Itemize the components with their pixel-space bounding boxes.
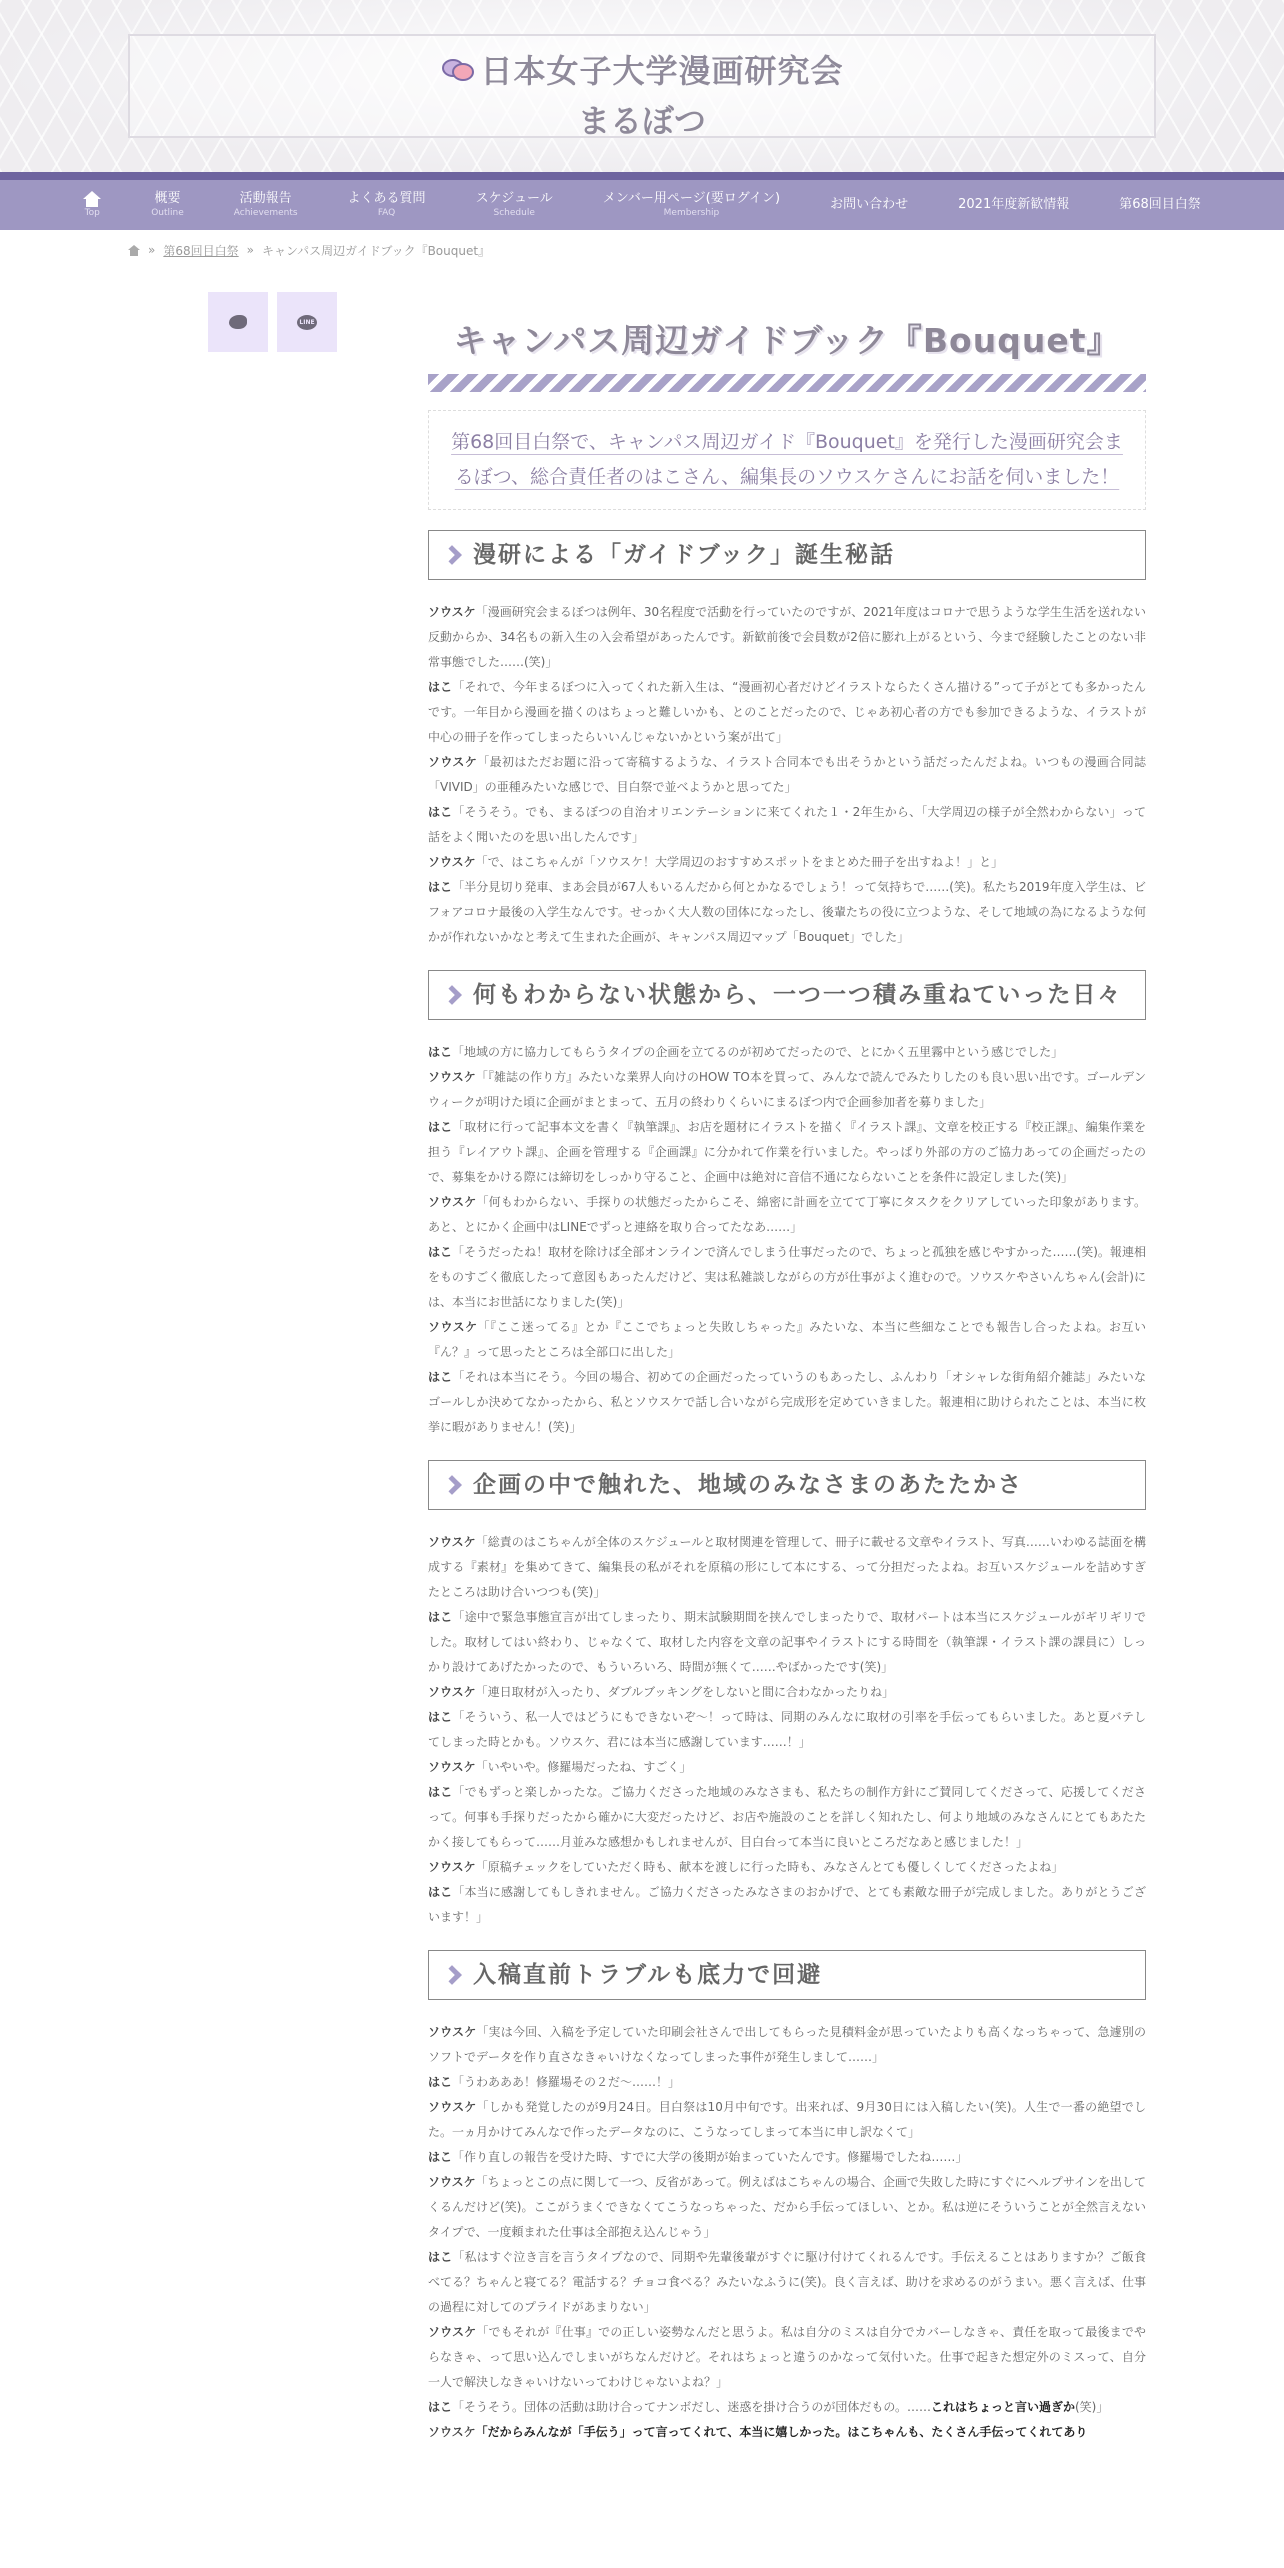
speech-text-tail: (笑)」 bbox=[1074, 2400, 1109, 2414]
speech-text: 「総責のはこちゃんが全体のスケジュールと取材関連を管理して、冊子に載せる文章やイラスト、写真……いわゆる誌面を構成する『素材』を集めてきて、編集長の私がそれを原稿の形にして本にする、って分担だったよね。お互いスケジュールを詰めすぎたところは助け合いつつも(笑)」 bbox=[428, 1535, 1147, 1599]
speech-text: 「だからみんなが「手伝う」って言ってくれて、本当に嬉しかった。はこちゃんも、たくさん手伝ってくれてあり bbox=[475, 2425, 1088, 2439]
speech-text: 「私はすぐ泣き言を言うタイプなので、同期や先輩後輩がすぐに駆け付けてくれるんです。手伝えることはありますか？ご飯食べてる？ちゃんと寝てる？電話する？チョコ食べる？みたいなふうに(笑)。良く言えば、助けを求めるのがうまい。悪く言えば、仕事の過程に対してのプライドがあまりない」 bbox=[428, 2250, 1146, 2314]
nav-item-shinkan-2021[interactable] bbox=[933, 180, 1094, 230]
page-title: キャンパス周辺ガイドブック『Bouquet』 bbox=[453, 321, 1121, 360]
site-title-line1: 日本女子大学漫画研究会 bbox=[480, 52, 844, 90]
speaker-name: ソウスケ bbox=[428, 1760, 476, 1774]
nav-item-top[interactable] bbox=[58, 180, 126, 230]
speech-text: 「うわあああ！修羅場その２だ～……！」 bbox=[452, 2075, 681, 2089]
nav-item-faq[interactable] bbox=[323, 180, 451, 230]
nav-label: 第68回目白祭 bbox=[1119, 197, 1201, 212]
speech-text: 「何もわからない、手探りの状態だったからこそ、綿密に計画を立てて丁寧にタスクをクリアしていった印象があります。あと、とにかく企画中はLINEでずっと連絡を取り合ってたなあ……」 bbox=[428, 1195, 1146, 1234]
interview-paragraph bbox=[428, 1115, 1146, 1190]
breadcrumb-separator: » bbox=[246, 243, 254, 257]
twitter-share-button[interactable] bbox=[208, 292, 268, 352]
speaker-name: ソウスケ bbox=[428, 2025, 477, 2039]
article bbox=[428, 318, 1146, 2445]
speech-text: 「『ここ迷ってる』とか『ここでちょっと失敗しちゃった』みたいな、本当に些細なことでも報告し合ったよね。お互い『ん？』って思ったところは全部口に出した」 bbox=[428, 1320, 1147, 1359]
speaker-name: はこ bbox=[428, 880, 453, 894]
speech-text: 「そうそう。でも、まるぼつの自治オリエンテーションに来てくれた１・2年生から、「大学周辺の様子が全然わからない」って話をよく聞いたのを思い出したんです」 bbox=[428, 805, 1146, 844]
speech-text: 「で、はこちゃんが「ソウスケ！大学周辺のおすすめスポットをまとめた冊子を出すねよ！」と」 bbox=[475, 855, 1004, 869]
speech-text: 「地域の方に協力してもらうタイプの企画を立てるのが初めてだったので、とにかく五里霧中という感じでした」 bbox=[452, 1045, 1064, 1059]
section-heading-text: 企画の中で触れた、地域のみなさまのあたたかさ bbox=[473, 1472, 1023, 1498]
line-share-button[interactable] bbox=[277, 292, 337, 352]
speech-text: 「『雑誌の作り方』みたいな業界人向けのHOW TO本を買って、みんなで読んでみたりしたのも良い思い出です。ゴールデンウィークが明けた頃に企画がまとまって、五月の終わりくらいにまるぼつ内で企画参加者を募りました」 bbox=[428, 1070, 1146, 1109]
chevron-right-icon bbox=[442, 1475, 462, 1495]
article-sections bbox=[428, 530, 1146, 2445]
breadcrumb bbox=[128, 240, 490, 260]
interview-paragraph bbox=[428, 1680, 1146, 1705]
main-nav bbox=[0, 172, 1284, 230]
breadcrumb-separator: » bbox=[148, 243, 156, 257]
speech-text: 「しかも発覚したのが9月24日。目白祭は10月中旬です。出来れば、9月30日には入稿したい(笑)。人生で一番の絶望でした。一ヵ月かけてみんなで作ったデータなのに、こうなってしまって本当に申し訳なくて」 bbox=[428, 2100, 1146, 2139]
nav-label: よくある質問 bbox=[347, 191, 426, 206]
section-body bbox=[428, 1040, 1146, 1440]
nav-label: 2021年度新歓情報 bbox=[958, 197, 1070, 212]
speech-text: 「そうそう。団体の活動は助け合ってナンボだし、迷惑を掛け合うのが団体だもの。…… bbox=[452, 2400, 931, 2414]
section-heading-text: 入稿直前トラブルも底力で回避 bbox=[473, 1962, 823, 1988]
speech-text: 「原稿チェックをしていただく時も、献本を渡しに行った時も、みなさんとても優しくしてくださったよね」 bbox=[475, 1860, 1064, 1874]
line-icon-text: LINE bbox=[299, 318, 315, 326]
chevron-right-icon bbox=[442, 1965, 462, 1985]
speaker-name: はこ bbox=[428, 1710, 453, 1724]
speech-text: 「でもずっと楽しかったな。ご協力くださった地域のみなさまも、私たちの制作方針にご賛同してくださって、応援してくださって。何事も手探りだったから確かに大変だったけど、お店や施設のことを詳しく知れたし、何より地域のみなさんにとてもあたたかく接してもらって……月並みな感想かもしれませんが、目白台って本当に良いところだなあと感じました！」 bbox=[428, 1785, 1146, 1849]
section-body bbox=[428, 1530, 1146, 1930]
interview-paragraph bbox=[428, 1605, 1146, 1680]
interview-paragraph bbox=[428, 750, 1146, 800]
speaker-name: ソウスケ bbox=[428, 1535, 476, 1549]
speaker-name: ソウスケ bbox=[428, 1860, 476, 1874]
interview-paragraph bbox=[428, 2145, 1146, 2170]
speech-text: 「半分見切り発車、まあ会員が67人もいるんだから何とかなるでしょう！って気持ちで……(笑)。私たち2019年度入学生は、ビフォアコロナ最後の入学生なんです。せっかく大人数の団体になったし、後輩たちの役に立つような、そして地域の為になるような何かが作れないかなと考えて生まれた企画が、キャンパス周辺マップ「Bouquet」でした」 bbox=[428, 880, 1146, 944]
interview-paragraph bbox=[428, 1705, 1146, 1755]
interview-paragraph bbox=[428, 1240, 1146, 1315]
nav-sub-label: Achievements bbox=[233, 208, 298, 218]
twitter-icon bbox=[229, 315, 247, 329]
nav-sub-label: Membership bbox=[663, 208, 720, 218]
nav-item-schedule[interactable] bbox=[451, 180, 578, 230]
emphasized-text: これはちょっと言い過ぎか bbox=[930, 2400, 1075, 2414]
speech-text: 「でもそれが『仕事』での正しい姿勢なんだと思うよ。私は自分のミスは自分でカバーしなきゃ、責任を取って最後までやらなきゃ、って思い込んでしまいがちなんだけど。それはちょっと違うのかなって気付いた。仕事で起きた想定外のミスって、自分一人で解決しなきゃいけないってわけじゃないよね？」 bbox=[428, 2325, 1146, 2389]
speech-text: 「最初はただお題に沿って寄稿するような、イラスト合同本でも出そうかという話だったんだよね。いつもの漫画合同誌「VIVID」の亜種みたいな感じで、目白祭で並べようかと思ってた」 bbox=[428, 755, 1146, 794]
section-heading-text: 漫研による「ガイドブック」誕生秘話 bbox=[473, 542, 896, 568]
interview-paragraph bbox=[428, 875, 1146, 950]
nav-sub-label: Schedule bbox=[493, 208, 535, 218]
interview-paragraph bbox=[428, 2420, 1146, 2445]
speaker-name: ソウスケ bbox=[428, 1070, 476, 1084]
title-stripe-decoration bbox=[428, 374, 1146, 392]
section-heading bbox=[428, 970, 1146, 1020]
speaker-name: はこ bbox=[428, 1045, 453, 1059]
speech-text: 「それで、今年まるぼつに入ってくれた新入生は、“漫画初心者だけどイラストならたくさん描ける”って子がとても多かったんです。一年目から漫画を描くのはちょっと難しいかも、とのことだったので、じゃあ初心者の方でも参加できるような、イラストが中心の冊子を作ってしまったらいいんじゃないかという案が出て」 bbox=[428, 680, 1146, 744]
speaker-name: ソウスケ bbox=[428, 755, 478, 769]
nav-item-contact[interactable] bbox=[805, 180, 933, 230]
speaker-name: はこ bbox=[428, 1785, 453, 1799]
interview-paragraph bbox=[428, 1780, 1146, 1855]
interview-paragraph bbox=[428, 2070, 1146, 2095]
speaker-name: はこ bbox=[428, 1610, 453, 1624]
interview-paragraph bbox=[428, 2095, 1146, 2145]
speaker-name: ソウスケ bbox=[428, 2325, 477, 2339]
interview-paragraph bbox=[428, 675, 1146, 750]
lead-text: 第68回目白祭で、キャンパス周辺ガイド『Bouquet』を発行した漫画研究会まるぼつ、総合責任者のはこさん、編集長のソウスケさんにお話を伺いました！ bbox=[451, 431, 1123, 488]
nav-label: 活動報告 bbox=[239, 191, 292, 206]
chevron-right-icon bbox=[442, 985, 462, 1005]
nav-sub-label: Outline bbox=[151, 208, 184, 218]
speaker-name: はこ bbox=[428, 1245, 453, 1259]
breadcrumb-parent-link[interactable]: 第68回目白祭 bbox=[163, 243, 239, 258]
home-icon bbox=[83, 191, 101, 207]
section-heading bbox=[428, 530, 1146, 580]
speech-text: 「そうだったね！取材を除けば全部オンラインで済んでしまう仕事だったので、ちょっと孤独を感じやすかった……(笑)。報連相をものすごく徹底したって意図もあったんだけど、実は私雑談しながらの方が仕事がよく進むので。ソウスケやさいんちゃん(会計)には、本当にお世話になりました(笑)」 bbox=[428, 1245, 1146, 1309]
interview-paragraph bbox=[428, 1065, 1146, 1115]
speech-text: 「いやいや。修羅場だったね、すごく」 bbox=[475, 1760, 692, 1774]
speaker-name: はこ bbox=[428, 2075, 453, 2089]
interview-paragraph bbox=[428, 2395, 1146, 2420]
speaker-name: はこ bbox=[428, 2400, 453, 2414]
section-body bbox=[428, 600, 1146, 950]
speaker-name: ソウスケ bbox=[428, 1320, 478, 1334]
speech-text: 「連日取材が入ったり、ダブルブッキングをしないと間に合わなかったりね」 bbox=[475, 1685, 894, 1699]
interview-paragraph bbox=[428, 800, 1146, 850]
interview-paragraph bbox=[428, 2245, 1146, 2320]
speech-text: 「ちょっとこの点に関して一つ、反省があって。例えばはこちゃんの場合、企画で失敗した時にすぐにヘルプサインを出してくるんだけど(笑)。ここがうまくできなくてこうなっちゃった、だから手伝ってほしい、とか。私は逆にそういうことが全然言えないタイプで、一度頼まれた仕事は全部抱え込んじゃう」 bbox=[428, 2175, 1147, 2239]
interview-paragraph bbox=[428, 1755, 1146, 1780]
speaker-name: はこ bbox=[428, 1120, 453, 1134]
interview-paragraph bbox=[428, 1365, 1146, 1440]
interview-paragraph bbox=[428, 2170, 1146, 2245]
speaker-name: ソウスケ bbox=[428, 2100, 477, 2114]
speaker-name: ソウスケ bbox=[428, 605, 476, 619]
breadcrumb-home-icon[interactable] bbox=[128, 245, 140, 256]
speaker-name: ソウスケ bbox=[428, 855, 476, 869]
interview-paragraph bbox=[428, 1315, 1146, 1365]
nav-label: お問い合わせ bbox=[830, 197, 909, 212]
interview-paragraph bbox=[428, 1530, 1146, 1605]
speech-text: 「作り直しの報告を受けた時、すでに大学の後期が始まっていたんです。修羅場でしたね……」 bbox=[452, 2150, 968, 2164]
speaker-name: ソウスケ bbox=[428, 2175, 476, 2189]
interview-paragraph bbox=[428, 1855, 1146, 1880]
interview-paragraph bbox=[428, 2320, 1146, 2395]
speaker-name: ソウスケ bbox=[428, 1685, 476, 1699]
nav-item-outline[interactable] bbox=[126, 180, 209, 230]
speech-text: 「漫画研究会まるぼつは例年、30名程度で活動を行っていたのですが、2021年度はコロナで思うような学生生活を送れない反動からか、34名もの新入生の入会希望があったんです。新歓前後で会員数が2倍に膨れ上がるという、今まで経験したことのない非常事態でした……(笑)」 bbox=[428, 605, 1146, 669]
interview-paragraph bbox=[428, 1880, 1146, 1930]
breadcrumb-current: キャンパス周辺ガイドブック『Bouquet』 bbox=[261, 243, 491, 258]
speaker-name: はこ bbox=[428, 680, 453, 694]
interview-paragraph bbox=[428, 600, 1146, 675]
nav-label: 概要 bbox=[154, 191, 181, 206]
nav-item-membership[interactable] bbox=[578, 180, 805, 230]
line-icon bbox=[297, 315, 317, 330]
interview-paragraph bbox=[428, 1190, 1146, 1240]
speaker-name: ソウスケ bbox=[428, 2425, 476, 2439]
speech-text: 「取材に行って記事本文を書く『執筆課』、お店を題材にイラストを描く『イラスト課』、文章を校正する『校正課』、編集作業を担う『レイアウト課』、企画を管理する『企画課』に分かれて作業を行いました。やっぱり外部の方のご協力あっての企画だったので、募集をかける際には締切をしっかり守ること、企画中は絶対に音信不通にならないことを条件に設定しました(笑)」 bbox=[428, 1120, 1146, 1184]
section-heading-text: 何もわからない状態から、一つ一つ積み重ねていった日々 bbox=[473, 982, 1123, 1008]
speaker-name: はこ bbox=[428, 1885, 453, 1899]
site-header bbox=[0, 0, 1284, 172]
speaker-name: ソウスケ bbox=[428, 1195, 477, 1209]
speech-text: 「実は今回、入稿を予定していた印刷会社さんで出してもらった見積料金が思っていたよりも高くなっちゃって、急遽別のソフトでデータを作り直さなきゃいけなくなってしまった事件が発生しまして……」 bbox=[428, 2025, 1147, 2064]
speaker-name: はこ bbox=[428, 1370, 453, 1384]
speech-text: 「途中で緊急事態宣言が出てしまったり、期末試験期間を挟んでしまったりで、取材パートは本当にスケジュールがギリギリでした。取材してはい終わり、じゃなくて、取材した内容を文章の記事やイラストにする時間を（執筆課・イラスト課の課員に）しっかり設けてあげたかったので、もういろいろ、時間が無くて……やばかったです(笑)」 bbox=[428, 1610, 1146, 1674]
speaker-name: はこ bbox=[428, 2250, 453, 2264]
chevron-right-icon bbox=[442, 545, 462, 565]
nav-sub-label: FAQ bbox=[377, 208, 396, 218]
interview-paragraph bbox=[428, 1040, 1146, 1065]
speech-text: 「それは本当にそう。今回の場合、初めての企画だったっていうのもあったし、ふんわり「オシャレな街角紹介雑誌」みたいなゴールしか決めてなかったから、私とソウスケで話し合いながら完成形を定めていきました。報連相に助けられたことは、本当に枚挙に暇がありません！(笑)」 bbox=[428, 1370, 1146, 1434]
speaker-name: はこ bbox=[428, 2150, 453, 2164]
nav-item-mejirosai-68[interactable] bbox=[1094, 180, 1226, 230]
section-heading bbox=[428, 1950, 1146, 2000]
nav-sub-label: Top bbox=[84, 208, 100, 218]
nav-label: メンバー用ページ(要ログイン) bbox=[602, 191, 781, 206]
lead-box bbox=[428, 410, 1146, 510]
site-title-line2: まるぼつ bbox=[577, 102, 706, 140]
nav-label: スケジュール bbox=[475, 191, 553, 206]
section-body bbox=[428, 2020, 1146, 2445]
section-heading bbox=[428, 1460, 1146, 1510]
speech-text: 「そういう、私一人ではどうにもできないぞ～！って時は、同期のみんなに取材の引率を手伝ってもらいました。あと夏バテしてしまった時とかも。ソウスケ、君には本当に感謝しています……！」 bbox=[428, 1710, 1146, 1749]
site-logo[interactable] bbox=[0, 46, 1284, 142]
interview-paragraph bbox=[428, 2020, 1146, 2070]
logo-icon bbox=[440, 55, 476, 83]
speaker-name: はこ bbox=[428, 805, 453, 819]
interview-paragraph bbox=[428, 850, 1146, 875]
speech-text: 「本当に感謝してもしきれません。ご協力くださったみなさまのおかげで、とても素敵な冊子が完成しました。ありがとうございます！」 bbox=[428, 1885, 1146, 1924]
nav-item-achievements[interactable] bbox=[209, 180, 323, 230]
